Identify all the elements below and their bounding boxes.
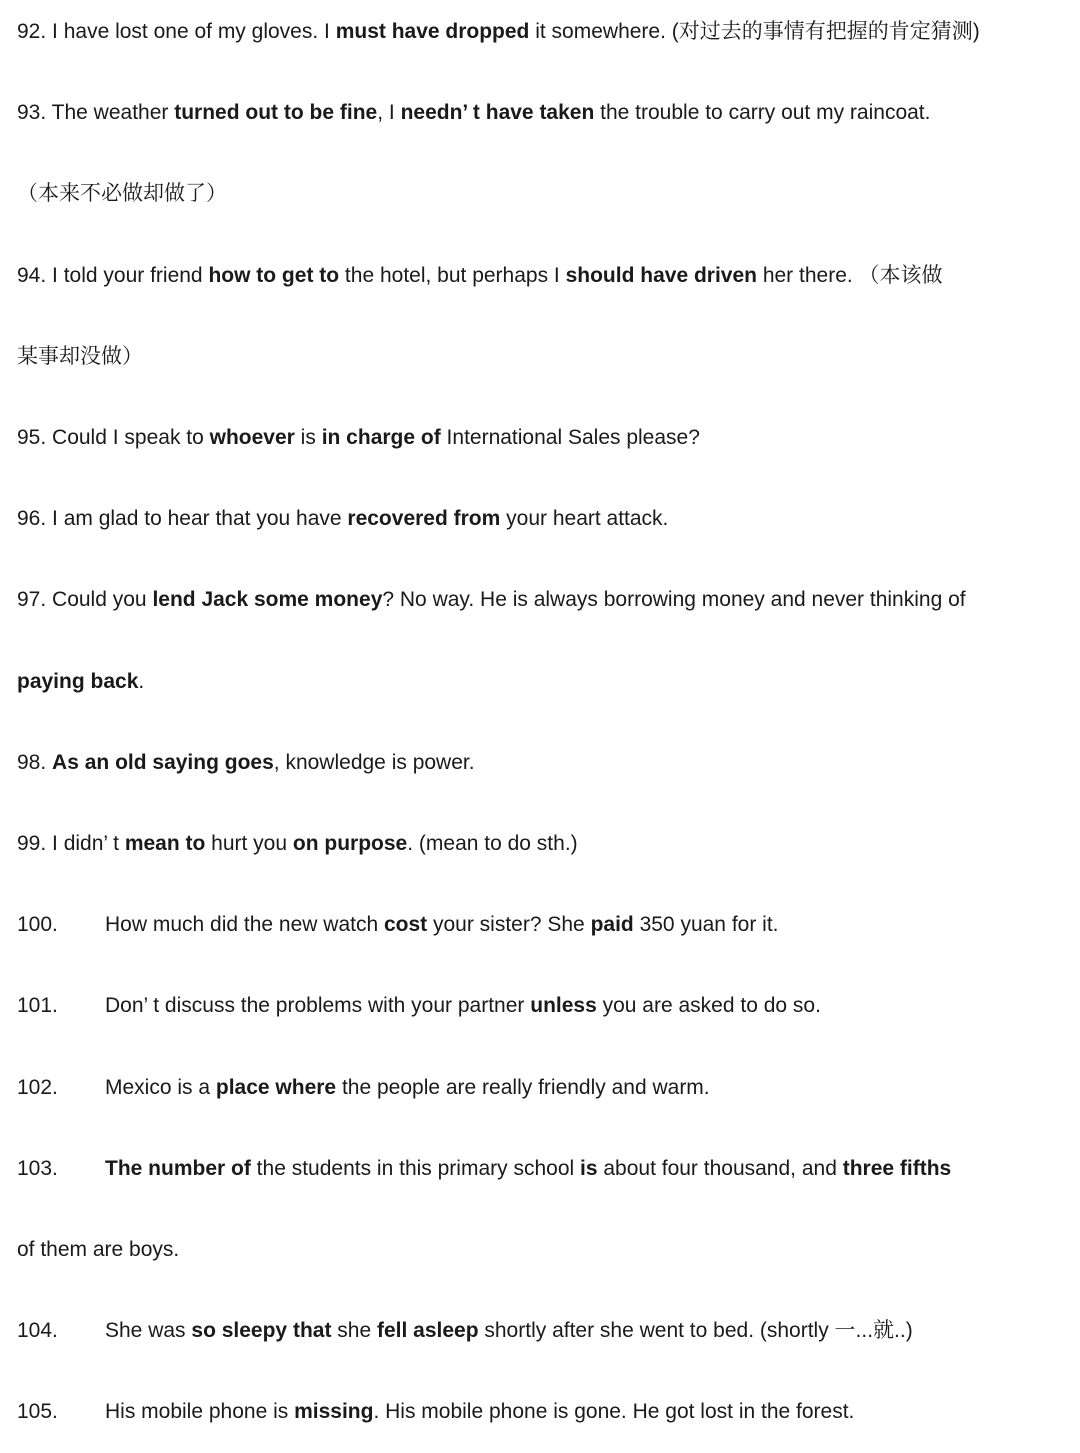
sentence-text: hurt you [205, 832, 293, 855]
key-phrase: must have dropped [335, 20, 530, 43]
sentence-line [17, 824, 1070, 864]
key-phrase: is [580, 1156, 598, 1180]
sentence-line [17, 1068, 1070, 1108]
sentence-line [17, 1311, 1070, 1351]
sentence-line [17, 580, 1070, 620]
sentence-text: of them are boys. [17, 1238, 180, 1261]
sentence-text: （本来不必做却做了） [17, 182, 227, 206]
sentence-number: 93. [17, 101, 47, 125]
key-phrase: As an old saying goes [52, 750, 274, 774]
sentence-number: 99. [17, 832, 47, 855]
sentence-text: Mexico is a [105, 1075, 216, 1099]
continuation-line [17, 662, 1070, 702]
sentence-text: Could I speak to [46, 426, 210, 449]
key-phrase: recovered from [347, 507, 501, 531]
sentence-text: I am glad to hear that you have [46, 507, 348, 531]
sentence-text: . [138, 669, 145, 693]
sentence-text: is [294, 426, 322, 449]
sentence-text: . His mobile phone is gone. He got lost in the forest. [373, 1400, 855, 1424]
key-phrase: whoever [209, 426, 295, 449]
sentence-text: I have lost one of my gloves. I [46, 20, 336, 43]
key-phrase: missing [294, 1400, 374, 1424]
sentence-text: the trouble to carry out my raincoat. [594, 101, 931, 125]
continuation-line [17, 174, 1070, 214]
sentence-text: your heart attack. [500, 507, 669, 531]
key-phrase: three fifths [842, 1156, 952, 1180]
sentence-line [17, 12, 1070, 52]
key-phrase: so sleepy that [191, 1319, 332, 1343]
sentence-number: 95. [17, 426, 47, 449]
key-phrase: lend Jack some money [152, 588, 383, 612]
sentence-number: 105. [17, 1400, 58, 1424]
key-phrase: place where [215, 1075, 337, 1099]
key-phrase: turned out to be fine [174, 101, 378, 125]
sentence-text: , knowledge is power. [273, 750, 475, 774]
sentence-number: 104. [17, 1319, 58, 1343]
key-phrase: needn’ t have taken [400, 101, 595, 125]
sentence-number: 101. [17, 994, 58, 1018]
sentence-text: the people are really friendly and warm. [336, 1075, 710, 1099]
sentence-number: 103. [17, 1156, 58, 1180]
sentence-number: 102. [17, 1075, 58, 1099]
key-phrase: on purpose [292, 832, 408, 855]
sentence-text: His mobile phone is [105, 1400, 295, 1424]
sentence-text: Could you [46, 588, 153, 612]
key-phrase: how to get to [208, 263, 340, 287]
sentence-text: she [331, 1319, 377, 1343]
sentence-text: , I [377, 101, 401, 125]
key-phrase: should have driven [565, 263, 757, 287]
sentence-text: the students in this primary school [250, 1156, 580, 1180]
key-phrase: fell asleep [376, 1319, 479, 1343]
sentence-text: I told your friend [46, 263, 209, 287]
sentence-line [17, 1149, 1070, 1189]
sentence-text: . (mean to do sth.) [407, 832, 578, 855]
sentence-text: She was [105, 1319, 192, 1343]
sentence-text: International Sales please? [440, 426, 700, 449]
sentence-line [17, 986, 1070, 1026]
key-phrase: cost [383, 913, 428, 937]
sentence-text: ? No way. He is always borrowing money and never thinking of [382, 588, 966, 612]
sentence-text: 某事却没做） [17, 344, 143, 368]
continuation-line [17, 1230, 1070, 1270]
key-phrase: paying back [17, 669, 139, 693]
sentence-line [17, 256, 1070, 296]
sentence-text: you are asked to do so. [596, 994, 821, 1018]
sentence-number: 96. [17, 507, 47, 531]
sentence-text: about four thousand, and [597, 1156, 843, 1180]
sentence-number: 92. [17, 20, 47, 43]
sentence-number: 94. [17, 263, 47, 287]
sentence-text: I didn’ t [46, 832, 125, 855]
key-phrase: in charge of [321, 426, 441, 449]
key-phrase: mean to [124, 832, 206, 855]
continuation-line [17, 337, 1070, 377]
sentence-line [17, 499, 1070, 539]
sentence-text: it somewhere. (对过去的事情有把握的肯定猜测) [529, 20, 980, 43]
sentence-number: 97. [17, 588, 47, 612]
key-phrase: unless [530, 994, 597, 1018]
sentence-number: 98. [17, 750, 47, 774]
sentence-text: her there. （本该做 [756, 263, 943, 287]
sentence-text: Don’ t discuss the problems with your partner [105, 994, 531, 1018]
sentence-line [17, 1392, 1070, 1432]
sentence-text: shortly after she went to bed. (shortly 一...就..) [478, 1319, 913, 1343]
sentence-number: 100. [17, 913, 58, 937]
sentence-line [17, 93, 1070, 133]
sentence-line [17, 905, 1070, 945]
sentence-text: How much did the new watch [105, 913, 384, 937]
sentence-text: The weather [46, 101, 175, 125]
key-phrase: paid [590, 913, 634, 937]
sentence-text: 350 yuan for it. [633, 913, 779, 937]
sentence-line [17, 743, 1070, 783]
key-phrase: The number of [105, 1156, 251, 1180]
sentence-text: the hotel, but perhaps I [339, 263, 566, 287]
sentence-text: your sister? She [427, 913, 591, 937]
sentence-line [17, 418, 1070, 458]
